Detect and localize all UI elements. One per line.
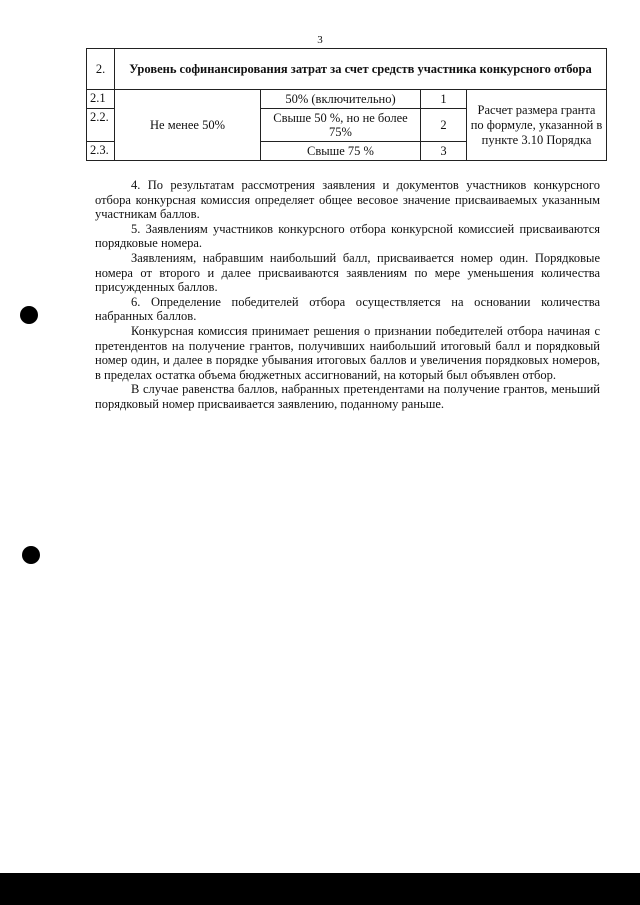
row-num-cell: 2.3. <box>87 142 115 161</box>
paragraph-tie: В случае равенства баллов, набранных претендентами на получение грантов, меньший порядковый номер присваивается заявлению, поданному раньше. <box>95 382 600 411</box>
header-num-cell: 2. <box>87 49 115 90</box>
paragraph-6: 6. Определение победителей отбора осуществляется на основании количества набранных баллов. <box>95 294 600 324</box>
paragraph-4: 4. По результатам рассмотрения заявления и документов участников конкурсного отбора конкурсная комиссия определяет общее весовое значение присваиваемых указанным участникам баллов. <box>95 178 600 222</box>
level-cell: Не менее 50% <box>115 90 261 161</box>
punch-hole-bottom <box>22 546 40 564</box>
punch-hole-top <box>20 306 38 324</box>
range-cell: Свыше 75 % <box>261 142 421 161</box>
score-cell: 1 <box>421 90 467 109</box>
table-row <box>87 90 607 109</box>
row-num-cell: 2.1 <box>87 90 115 109</box>
score-cell: 3 <box>421 142 467 161</box>
header-title-cell: Уровень софинансирования затрат за счет средств участника конкурсного отбора <box>115 49 607 90</box>
table-header-row <box>87 49 607 90</box>
scan-edge-bar <box>0 873 640 905</box>
paragraph-5: 5. Заявлениям участников конкурсного отбора конкурсной комиссией присваиваются порядковые номера. <box>95 221 600 251</box>
score-cell: 2 <box>421 109 467 142</box>
row-num-cell: 2.2. <box>87 109 115 142</box>
range-cell: Свыше 50 %, но не более 75% <box>261 109 421 142</box>
paragraph-numbering: Заявлениям, набравшим наибольший балл, присваивается номер один. Порядковые номера от второго и далее присваиваются заявлениям по мере уменьшения количества присужденных баллов. <box>95 250 600 295</box>
document-body <box>95 178 600 412</box>
calc-note-cell: Расчет размера гранта по формуле, указанной в пункте 3.10 Порядка <box>467 90 607 161</box>
page-number: 3 <box>317 34 323 46</box>
cofinancing-table <box>86 48 607 161</box>
paragraph-commission: Конкурсная комиссия принимает решения о признании победителей отбора начиная с претендентов на получение грантов, получивших наибольший итоговый балл и порядковый номер один, и далее в порядке убывания итоговых баллов и увеличения порядковых номеров, в пределах остатка объема бюджетных ассигнований, на который был объявлен отбор. <box>95 323 600 382</box>
range-cell: 50% (включительно) <box>261 90 421 109</box>
